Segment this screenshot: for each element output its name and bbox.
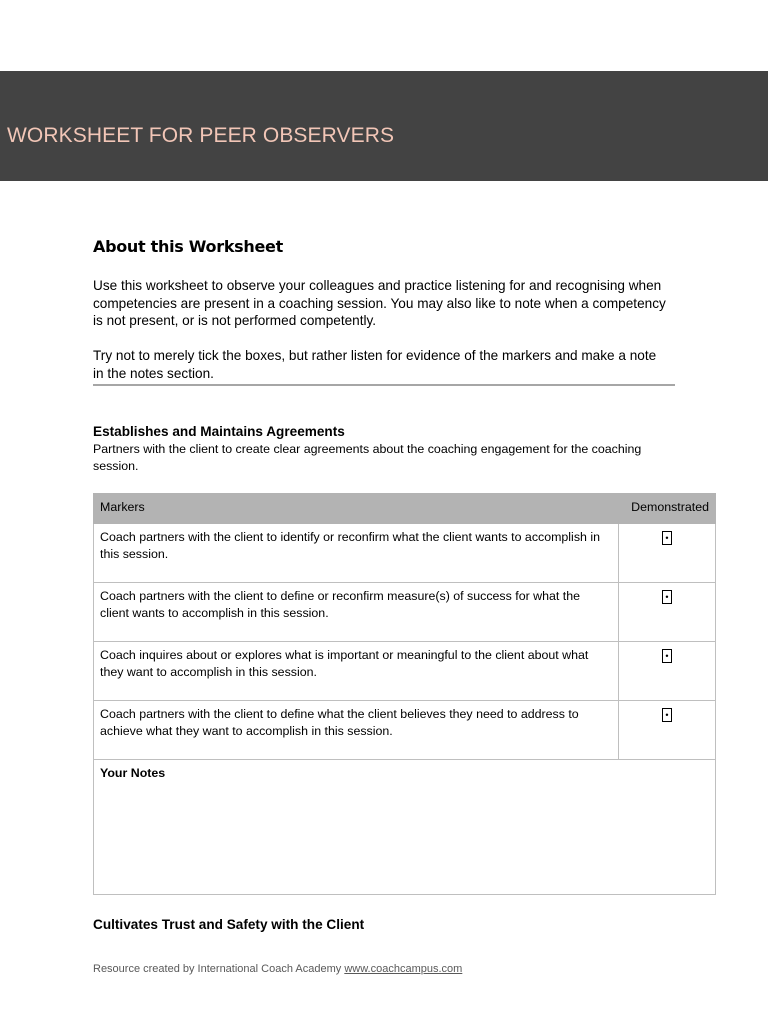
about-paragraph-2: Try not to merely tick the boxes, but rather listen for evidence of the markers and make a note in the notes section. [93, 348, 657, 381]
demonstrated-checkbox[interactable]: • [662, 708, 672, 722]
table-row [94, 583, 716, 642]
about-heading: About this Worksheet [93, 237, 283, 256]
marker-text: Coach partners with the client to define what the client believes they need to address to achieve what they want to accomplish in this session. [94, 701, 619, 760]
footer-link[interactable]: www.coachcampus.com [344, 963, 463, 975]
section-heading-trust: Cultivates Trust and Safety with the Client [93, 917, 365, 932]
demonstrated-column-header: Demonstrated [619, 494, 716, 524]
footer [93, 963, 462, 975]
table-row [94, 524, 716, 583]
section-heading-agreements: Establishes and Maintains Agreements [93, 424, 345, 439]
divider [93, 384, 675, 386]
notes-field[interactable] [94, 760, 716, 895]
markers-table [93, 493, 716, 895]
table-row [94, 701, 716, 760]
demonstrated-cell [619, 524, 716, 583]
table-row [94, 642, 716, 701]
marker-text: Coach partners with the client to identify or reconfirm what the client wants to accomplish in this session. [94, 524, 619, 583]
demonstrated-cell [619, 583, 716, 642]
marker-text: Coach partners with the client to define or reconfirm measure(s) of success for what the client wants to accomplish in this session. [94, 583, 619, 642]
demonstrated-checkbox[interactable]: • [662, 590, 672, 604]
marker-text: Coach inquires about or explores what is important or meaningful to the client about what they want to accomplish in this session. [94, 642, 619, 701]
about-paragraph-1: Use this worksheet to observe your colleagues and practice listening for and recognising when competencies are present in a coaching session. You may also like to note when a competency is not present, or is not performed competently. [93, 278, 666, 328]
demonstrated-checkbox[interactable]: • [662, 649, 672, 663]
page-title: WORKSHEET FOR PEER OBSERVERS [7, 124, 395, 147]
table-header-row [94, 494, 716, 524]
markers-column-header: Markers [94, 494, 619, 524]
notes-label: Your Notes [100, 766, 166, 780]
section-description-agreements: Partners with the client to create clear agreements about the coaching engagement for the coaching session. [93, 442, 642, 473]
demonstrated-checkbox[interactable]: • [662, 531, 672, 545]
notes-row [94, 760, 716, 895]
demonstrated-cell [619, 701, 716, 760]
demonstrated-cell [619, 642, 716, 701]
footer-text: Resource created by International Coach Academy [93, 963, 345, 975]
